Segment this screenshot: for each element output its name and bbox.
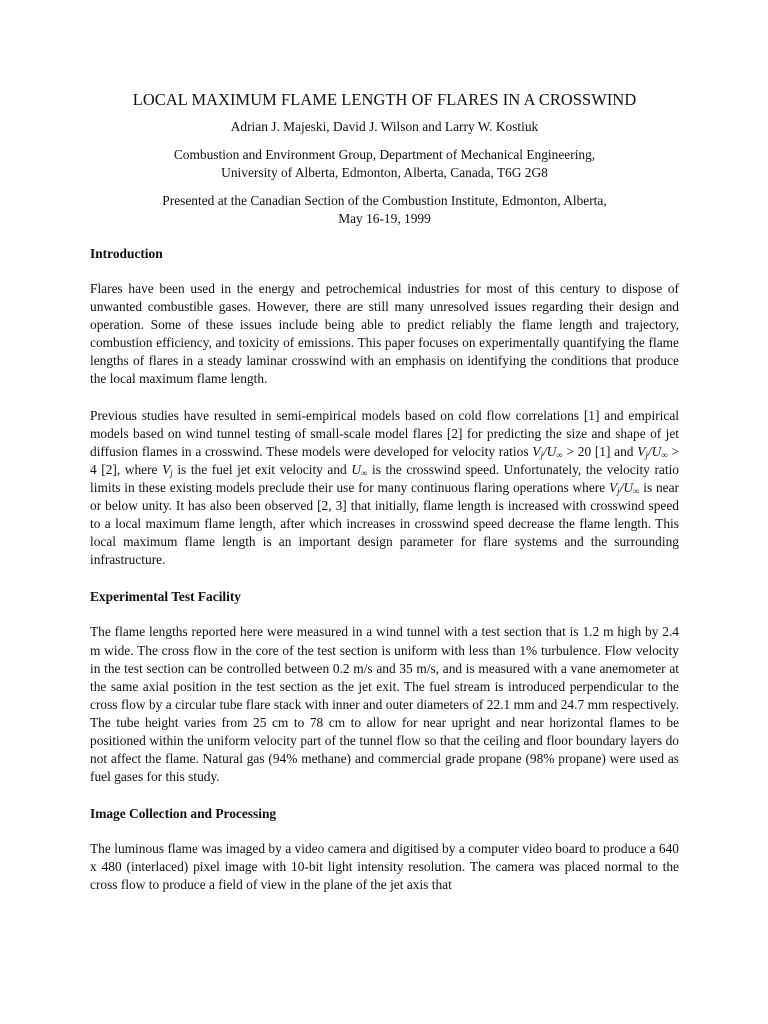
presentation-note [90, 192, 679, 228]
affiliation-line: University of Alberta, Edmonton, Alberta, Canada, T6G 2G8 [221, 165, 548, 180]
jet-velocity-symbol: $V_j$ [162, 461, 173, 478]
facility-paragraph: The flame lengths reported here were measured in a wind tunnel with a test section that is 1.2 m high by 2.4 m wide. The cross flow in the core of the test section is uniform with less than 1% turbulence. Flow velocity in the test section can be controlled between 0.2 m/s and 35 m/s, and is measured with a vane anemometer at the same axial position in the test section as the jet exit. The fuel stream is introduced perpendicular to the cross flow by a circular tube flare stack with inner and outer diameters of 22.1 mm and 24.7 mm respectively. The tube height varies from 25 cm to 78 cm to allow for near upright and near horizontal flames to be positioned within the uniform velocity part of the tunnel flow so that the ceiling and floor boundary layers do not affect the flame. Natural gas (94% methane) and commercial grade propane (98% propane) were used as fuel gases for this study. [90, 624, 679, 785]
velocity-ratio: $V_j/U_\infty$ [608, 479, 640, 496]
author-list: Adrian J. Majeski, David J. Wilson and Larry W. Kostiuk [230, 119, 539, 134]
velocity-ratio: $V_j/U_\infty$ [532, 443, 563, 460]
presentation-line: May 16-19, 1999 [338, 211, 431, 226]
velocity-ratio: $V_j/U_\infty$ [637, 443, 668, 460]
imaging-paragraph: The luminous flame was imaged by a video camera and digitised by a computer video board to produce a 640 x 480 (interlaced) pixel image with 10-bit light intensity resolution. The camera was placed normal to the cross flow to produce a field of view in the plane of the jet axis that [90, 841, 679, 893]
crosswind-symbol: $U_\infty$ [351, 461, 368, 478]
affiliation-line: Combustion and Environment Group, Department of Mechanical Engineering, [173, 147, 596, 162]
introduction-paragraph-1: Flares have been used in the energy and petrochemical industries for most of this century to dispose of unwanted combustible gases. However, there are still many unresolved issues regarding their design and operation. Some of these issues include being able to predict reliably the flame length and trajectory, combustion efficiency, and toxicity of emissions. This paper focuses on experimentally quantifying the flame lengths of flares in a steady laminar crosswind with an emphasis on identifying the conditions that produce the local maximum flame length. [90, 281, 679, 387]
paper-title: LOCAL MAXIMUM FLAME LENGTH OF FLARES IN A CROSSWIND [132, 90, 637, 109]
introduction-paragraph-2: Previous studies have resulted in semi-empirical models based on cold flow correlations [1] and empirical models based on wind tunnel testing of small-scale model flares [2] for predicting the size and shape of jet diffusion flames in a crosswind. These models were developed for velocity ratios $V_j/U_\infty > 20$ [1] and $V_j/U_\infty > 4$ [2], where $V_j$ is the fuel jet exit velocity and $U_\infty$ is the crosswind speed. Unfortunately, the velocity ratio limits in these existing models preclude their use for many continuous flaring operations where $V_j/U_\infty$ is near or below unity. It has also been observed [2, 3] that initially, flame length is increased with crosswind speed to a local maximum flame length, after which increases in crosswind speed decrease the flame length. This local maximum flame length is an important design parameter for flare systems and the surrounding infrastructure. [90, 407, 680, 568]
section-heading-imaging: Image Collection and Processing [90, 806, 277, 822]
section-heading-introduction: Introduction [90, 246, 163, 261]
section-heading-facility: Experimental Test Facility [90, 589, 242, 605]
presentation-line: Presented at the Canadian Section of the Combustion Institute, Edmonton, Alberta, [162, 193, 607, 208]
affiliation [90, 146, 679, 182]
